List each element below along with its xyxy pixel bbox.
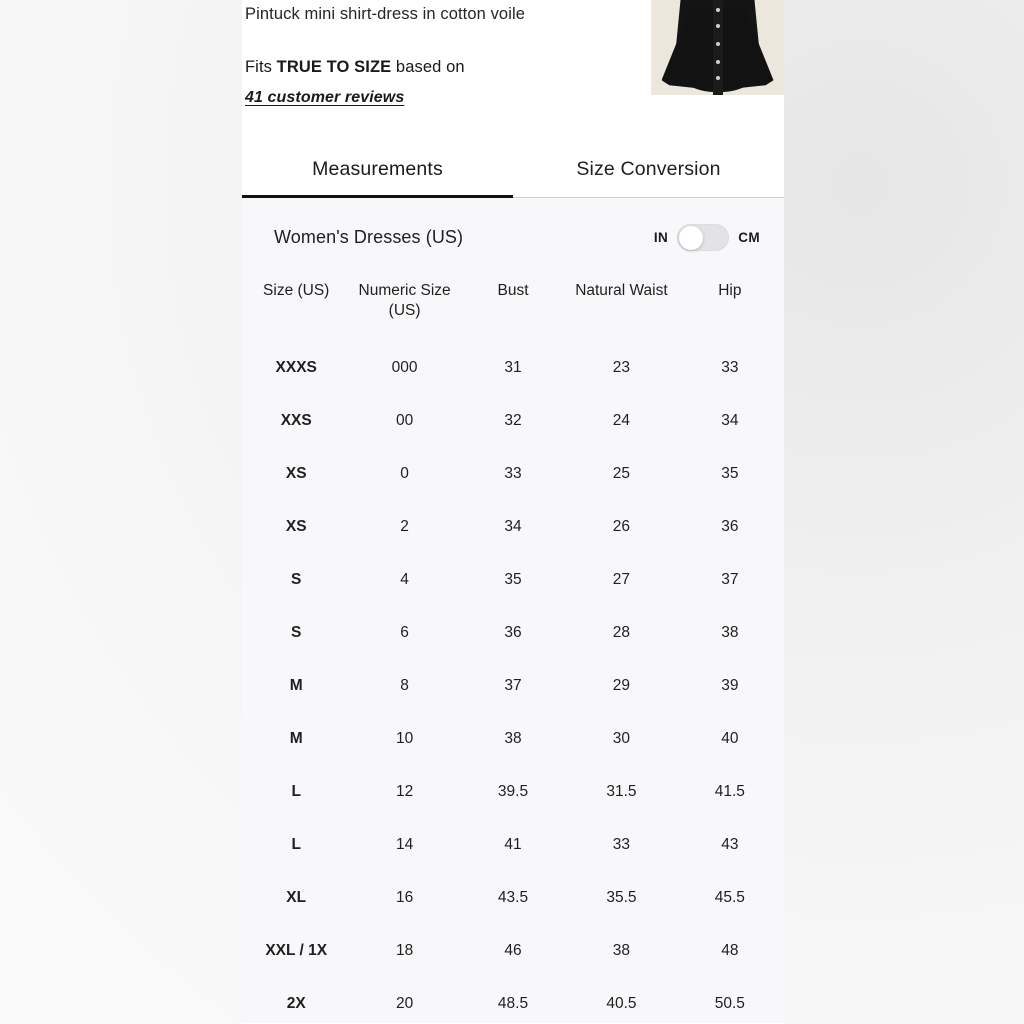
cell-bust: 33: [504, 465, 522, 483]
cell-natural-waist: 24: [612, 412, 631, 430]
cell-natural-waist: 30: [612, 730, 631, 748]
cell-hip: 36: [721, 518, 739, 536]
unit-label-in: IN: [653, 230, 669, 245]
cell-size: XXXS: [275, 359, 317, 377]
chart-tabs: [242, 148, 784, 195]
cell-size: M: [289, 677, 303, 695]
product-summary: [242, 0, 784, 140]
cell-numeric-size: 2: [400, 518, 409, 536]
cell-hip: 39: [721, 677, 739, 695]
cell-numeric-size: 0: [400, 465, 409, 483]
dress-button-icon: [716, 42, 720, 46]
cell-natural-waist: 23: [612, 359, 631, 377]
cell-natural-waist: 40.5: [606, 995, 637, 1013]
tab-measurements[interactable]: Measurements: [312, 158, 443, 180]
product-text-block: [245, 0, 625, 107]
cell-bust: 48.5: [497, 995, 529, 1013]
cell-hip: 43: [721, 836, 739, 854]
table-row: [242, 342, 784, 395]
table-body: [242, 322, 784, 1024]
column-header-natural-waist: Natural Waist: [575, 282, 668, 299]
table-row: [242, 660, 784, 713]
table-row: [242, 978, 784, 1024]
cell-size: M: [289, 730, 303, 748]
cell-size: XS: [285, 465, 307, 483]
fit-prefix: Fits: [245, 57, 277, 76]
product-title: Pintuck mini shirt-dress in cotton voile: [245, 5, 526, 23]
column-header-numeric-size: Numeric Size (US): [358, 282, 451, 320]
cell-numeric-size: 8: [400, 677, 409, 695]
fit-statement: [245, 25, 625, 77]
cell-size: 2X: [286, 995, 306, 1013]
unit-label-cm: CM: [738, 230, 760, 245]
customer-reviews-link[interactable]: 41 customer reviews: [245, 88, 405, 106]
cell-numeric-size: 000: [391, 359, 418, 377]
cell-hip: 35: [721, 465, 739, 483]
cell-bust: 34: [504, 518, 522, 536]
unit-toggle-switch[interactable]: [677, 224, 729, 251]
cell-hip: 41.5: [714, 783, 745, 801]
table-row: [242, 501, 784, 554]
table-header-bar: [242, 198, 784, 251]
product-thumbnail[interactable]: [651, 0, 784, 95]
dress-button-icon: [716, 8, 720, 12]
tab-size-conversion[interactable]: Size Conversion: [576, 158, 721, 180]
cell-numeric-size: 10: [395, 730, 414, 748]
cell-natural-waist: 27: [612, 571, 631, 589]
table-row: [242, 554, 784, 607]
cell-natural-waist: 28: [612, 624, 631, 642]
cell-numeric-size: 18: [395, 942, 414, 960]
cell-hip: 38: [721, 624, 739, 642]
table-row: [242, 448, 784, 501]
cell-hip: 48: [721, 942, 739, 960]
cell-numeric-size: 20: [395, 995, 414, 1013]
cell-bust: 46: [504, 942, 522, 960]
size-chart-panel: [242, 0, 784, 1024]
cell-numeric-size: 14: [395, 836, 414, 854]
cell-bust: 39.5: [497, 783, 529, 801]
measurements-table-region: [242, 198, 784, 1023]
cell-hip: 50.5: [714, 995, 745, 1013]
cell-natural-waist: 25: [612, 465, 631, 483]
unit-toggle-group[interactable]: [654, 224, 760, 251]
dress-button-icon: [716, 24, 720, 28]
cell-size: L: [291, 783, 301, 801]
table-column-header: [242, 251, 784, 322]
column-header-bust: Bust: [497, 282, 529, 299]
cell-numeric-size: 00: [395, 412, 414, 430]
cell-bust: 31: [504, 359, 522, 377]
cell-hip: 34: [721, 412, 739, 430]
dress-button-placket: [713, 0, 723, 95]
cell-bust: 41: [504, 836, 522, 854]
unit-toggle-knob: [679, 226, 703, 250]
fit-emphasis: TRUE TO SIZE: [276, 57, 392, 76]
cell-numeric-size: 12: [395, 783, 414, 801]
table-row: [242, 819, 784, 872]
cell-natural-waist: 29: [612, 677, 631, 695]
cell-natural-waist: 33: [612, 836, 631, 854]
cell-size: S: [291, 624, 302, 642]
table-row: [242, 766, 784, 819]
cell-numeric-size: 4: [400, 571, 409, 589]
cell-size: XL: [286, 889, 307, 907]
cell-natural-waist: 35.5: [606, 889, 637, 907]
cell-size: XXS: [280, 412, 312, 430]
cell-natural-waist: 31.5: [606, 783, 637, 801]
cell-natural-waist: 38: [612, 942, 631, 960]
cell-bust: 38: [504, 730, 522, 748]
dress-button-icon: [716, 76, 720, 80]
table-row: [242, 925, 784, 978]
cell-size: XS: [285, 518, 307, 536]
cell-hip: 33: [721, 359, 739, 377]
cell-hip: 37: [721, 571, 739, 589]
cell-bust: 35: [504, 571, 522, 589]
column-header-hip: Hip: [718, 282, 742, 299]
dress-button-icon: [716, 60, 720, 64]
category-title: Women's Dresses (US): [274, 227, 464, 247]
cell-bust: 37: [504, 677, 522, 695]
cell-numeric-size: 6: [400, 624, 409, 642]
cell-bust: 32: [504, 412, 522, 430]
cell-bust: 43.5: [497, 889, 529, 907]
table-row: [242, 395, 784, 448]
column-header-size: Size (US): [263, 282, 330, 299]
cell-hip: 45.5: [714, 889, 745, 907]
cell-size: XXL / 1X: [265, 942, 328, 960]
cell-size: S: [291, 571, 302, 589]
cell-natural-waist: 26: [612, 518, 631, 536]
table-row: [242, 872, 784, 925]
table-row: [242, 713, 784, 766]
table-row: [242, 607, 784, 660]
cell-size: L: [291, 836, 301, 854]
cell-bust: 36: [504, 624, 522, 642]
cell-hip: 40: [721, 730, 739, 748]
cell-numeric-size: 16: [395, 889, 414, 907]
fit-suffix: based on: [391, 57, 465, 76]
